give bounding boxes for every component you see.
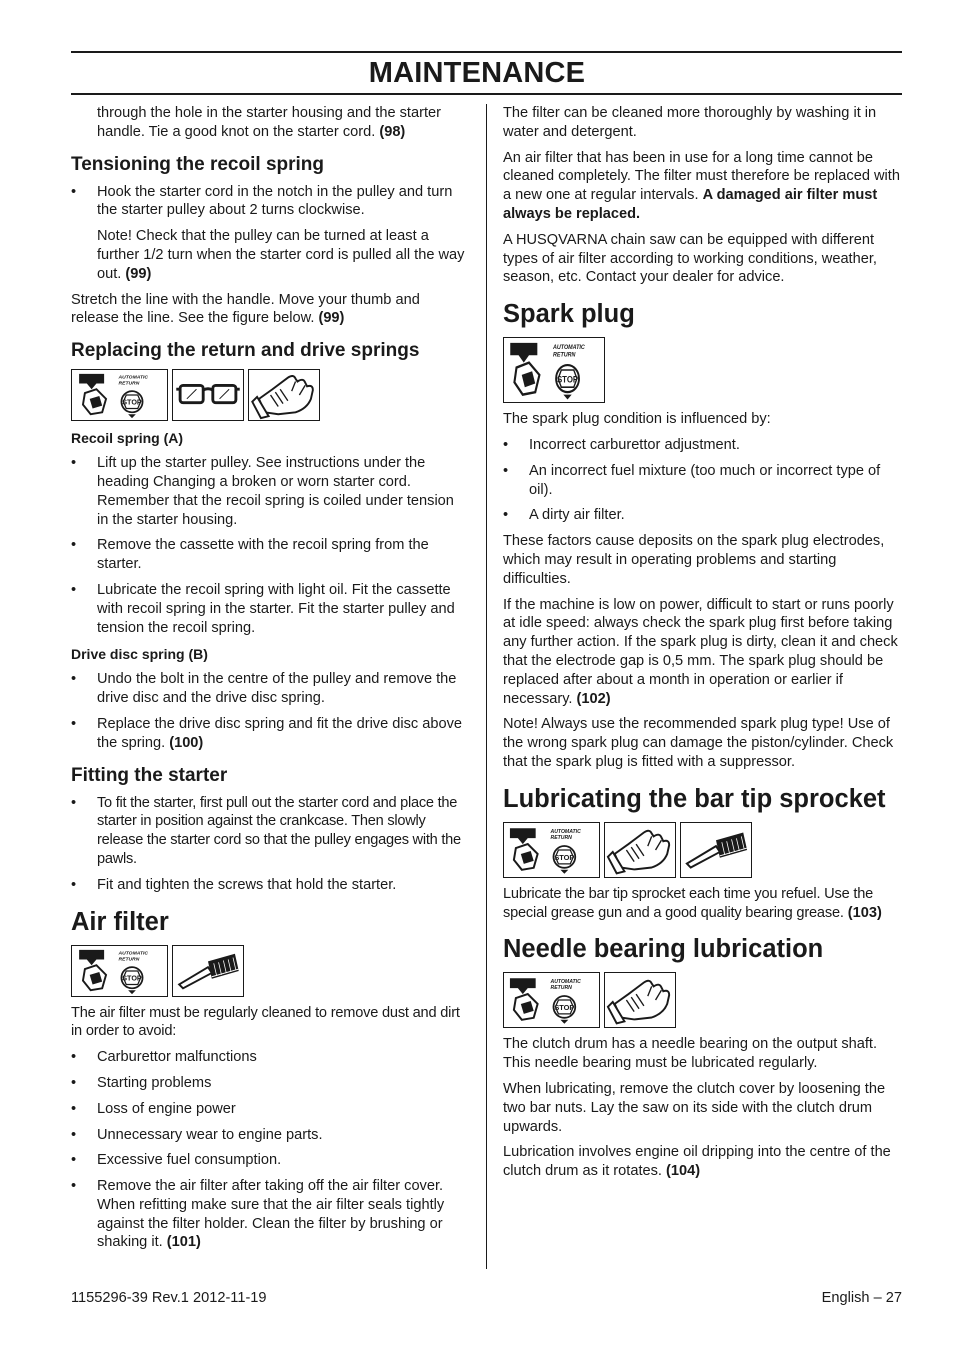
list-item: • Starting problems	[71, 1074, 469, 1093]
intro-paragraph: through the hole in the starter housing and the starter handle. Tie a good knot on the starter cord. (98)	[97, 105, 441, 140]
bar-tip-paragraph: Lubricate the bar tip sprocket each time you refuel. Use the special grease gun and a good quality bearing grease. (103)	[503, 885, 882, 921]
svg-text:AUTOMATIC: AUTOMATIC	[550, 979, 581, 986]
fitting-heading: Fitting the starter	[71, 764, 228, 786]
spark-plug-intro: The spark plug condition is influenced by:	[503, 411, 771, 428]
stretch-paragraph: Stretch the line with the handle. Move your thumb and release the line. See the figure below. (99)	[71, 291, 420, 327]
safety-glasses-icon	[172, 369, 244, 421]
svg-text:AUTOMATIC: AUTOMATIC	[552, 344, 585, 352]
page-title: MAINTENANCE	[368, 57, 586, 89]
list-item: • Lift up the starter pulley. See instructions under the heading Changing a broken or worn starter cord. Remember that the recoil spring is coiled under tension in the starter housing.	[71, 454, 469, 529]
protective-glove-icon	[604, 972, 676, 1028]
left-column	[71, 104, 469, 1259]
svg-text:RETURN: RETURN	[118, 955, 140, 962]
air-filter-heading: Air filter	[71, 907, 169, 936]
svg-text:STOP: STOP	[556, 373, 579, 385]
footer-page-number: English – 27	[821, 1290, 902, 1306]
footer-doc-id: 1155296-39 Rev.1 2012-11-19	[71, 1290, 267, 1306]
needle-bearing-icons	[503, 972, 902, 1028]
replacing-heading: Replacing the return and drive springs	[71, 340, 420, 362]
spark-plug-note: Note! Always use the recommended spark plug type! Use of the wrong spark plug can damage the piston/cylinder. Check that the spark plug is fitted with a suppressor.	[503, 716, 894, 770]
svg-text:STOP: STOP	[122, 973, 142, 983]
protective-glove-icon	[248, 369, 320, 421]
bar-tip-icons	[503, 822, 902, 878]
list-item: • Hook the starter cord in the notch in the pulley and turn the starter pulley about 2 turns clockwise.	[71, 183, 469, 221]
list-item: • Remove the air filter after taking off the air filter cover. When refitting make sure that the air filter seals tightly against the filter holder. Clean the filter by brushing or shaking it. (101)	[71, 1177, 469, 1252]
filter-paragraph-3: A HUSQVARNA chain saw can be equipped with different types of air filter according to working conditions, weather, season, etc. Contact your dealer for advice.	[503, 231, 877, 286]
svg-text:AUTOMATIC: AUTOMATIC	[118, 950, 148, 957]
svg-text:RETURN: RETURN	[550, 985, 572, 992]
svg-text:AUTOMATIC: AUTOMATIC	[550, 828, 581, 835]
automatic-return-stop-icon	[503, 972, 600, 1028]
needle-bearing-heading: Needle bearing lubrication	[503, 935, 824, 964]
list-item: • Excessive fuel consumption.	[71, 1151, 469, 1170]
list-item: • An incorrect fuel mixture (too much or incorrect type of oil).	[503, 462, 902, 500]
spark-plug-paragraph-2: If the machine is low on power, difficult to start or runs poorly at idle speed: always check the spark plug first before taking any further action. If the spark plug is dirty, clean it and check that the electrode gap is 0,5 mm. The spark plug should be replaced after about a month in operation or earlier if necessary. (102)	[503, 596, 898, 707]
automatic-return-stop-icon	[71, 945, 168, 997]
air-filter-list	[71, 1048, 469, 1252]
list-item: • Undo the bolt in the centre of the pulley and remove the drive disc and the drive disc spring.	[71, 670, 469, 708]
replacing-icons	[71, 369, 469, 421]
air-filter-intro: The air filter must be regularly cleaned to remove dust and dirt in order to avoid:	[71, 1004, 460, 1040]
spark-plug-icons	[503, 337, 902, 403]
spark-plug-paragraph-1: These factors cause deposits on the spark plug electrodes, which may result in operating problems and starting difficulties.	[503, 533, 885, 587]
brush-icon	[172, 945, 244, 997]
needle-bearing-paragraph-3: Lubrication involves engine oil dripping into the centre of the clutch drum as it rotates. (104)	[503, 1144, 891, 1180]
list-item: • To fit the starter, first pull out the starter cord and place the starter in position against the crankcase. Then slowly release the starter cord so that the pulley engages with the pawls.	[71, 794, 469, 869]
needle-bearing-paragraph-2: When lubricating, remove the clutch cover by loosening the two bar nuts. Lay the saw on its side with the clutch drum upwards.	[503, 1080, 886, 1135]
drive-disc-spring-label: Drive disc spring (B)	[71, 646, 208, 663]
svg-text:RETURN: RETURN	[552, 352, 576, 359]
svg-text:RETURN: RETURN	[118, 380, 140, 387]
svg-text:AUTOMATIC: AUTOMATIC	[118, 374, 148, 381]
tensioning-heading: Tensioning the recoil spring	[71, 153, 325, 175]
header-top-rule	[71, 51, 902, 53]
tensioning-list	[71, 183, 469, 221]
air-filter-icons	[71, 945, 469, 997]
list-item: • Lubricate the recoil spring with light oil. Fit the cassette with recoil spring in the starter. Fit the starter pulley and tension the recoil spring.	[71, 581, 469, 637]
header-bottom-rule	[71, 93, 902, 95]
list-item: • A dirty air filter.	[503, 506, 902, 525]
svg-text:STOP: STOP	[122, 397, 142, 407]
list-item: • Unnecessary wear to engine parts.	[71, 1126, 469, 1145]
spark-plug-list	[503, 436, 902, 525]
svg-text:STOP: STOP	[554, 1003, 575, 1013]
right-column	[503, 104, 902, 1188]
list-item: • Remove the cassette with the recoil spring from the starter.	[71, 536, 469, 574]
recoil-spring-label: Recoil spring (A)	[71, 430, 184, 447]
bar-tip-heading: Lubricating the bar tip sprocket	[503, 784, 886, 813]
brush-icon	[680, 822, 752, 878]
tensioning-note: Note! Check that the pulley can be turned at least a further 1/2 turn when the starter cord is pulled all the way out. (99)	[97, 228, 465, 282]
automatic-return-stop-icon	[503, 822, 600, 878]
svg-text:STOP: STOP	[554, 852, 575, 862]
list-item: • Loss of engine power	[71, 1100, 469, 1119]
list-item: • Carburettor malfunctions	[71, 1048, 469, 1067]
fitting-list	[71, 794, 469, 895]
list-item: • Replace the drive disc spring and fit the drive disc above the spring. (100)	[71, 715, 469, 753]
drive-disc-list	[71, 670, 469, 752]
svg-text:RETURN: RETURN	[550, 834, 572, 841]
filter-paragraph-1: The filter can be cleaned more thoroughly by washing it in water and detergent.	[503, 105, 877, 140]
spark-plug-heading: Spark plug	[503, 300, 635, 329]
protective-glove-icon	[604, 822, 676, 878]
automatic-return-stop-icon	[71, 369, 168, 421]
list-item: • Fit and tighten the screws that hold the starter.	[71, 876, 469, 895]
column-divider	[486, 104, 487, 1269]
needle-bearing-paragraph-1: The clutch drum has a needle bearing on the output shaft. This needle bearing must be lubricated regularly.	[503, 1036, 878, 1072]
list-item: • Incorrect carburettor adjustment.	[503, 436, 902, 455]
filter-paragraph-2: An air filter that has been in use for a long time cannot be cleaned completely. The filter must therefore be replaced with a new one at regular intervals. A damaged air filter must always be replaced.	[503, 149, 900, 222]
recoil-spring-list	[71, 454, 469, 637]
automatic-return-stop-icon	[503, 337, 605, 403]
